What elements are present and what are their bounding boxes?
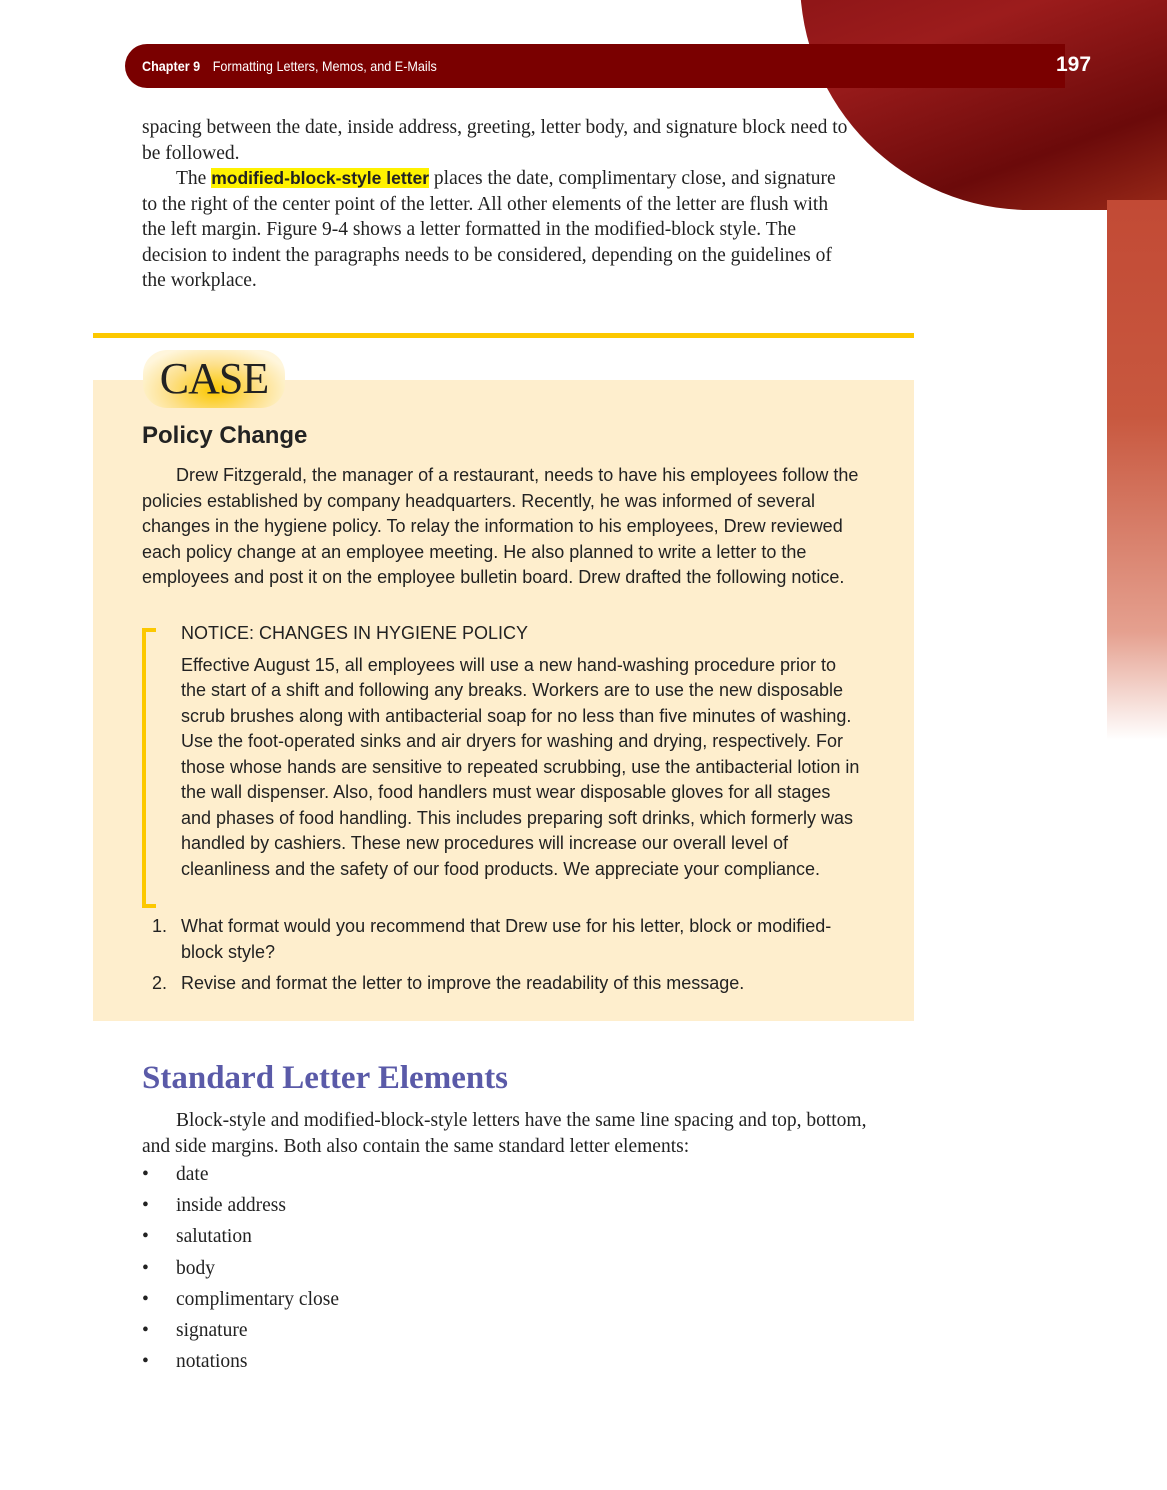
bullet: • bbox=[142, 1288, 149, 1310]
list-item-text: complimentary close bbox=[176, 1288, 339, 1310]
case-text bbox=[142, 463, 862, 591]
case-questions bbox=[152, 914, 852, 1003]
list-item bbox=[142, 1351, 339, 1382]
page-number: 197 bbox=[1056, 53, 1092, 76]
list-item bbox=[142, 1258, 339, 1289]
list-item-text: notations bbox=[176, 1351, 248, 1373]
bullet: • bbox=[142, 1226, 149, 1248]
notice-body: Effective August 15, all employees will use a new hand-washing procedure prior to the start of a shift and following any breaks. Workers are to use the new disposable scrub brushes along with antibacterial soap for no less than five minutes of washing. Use the foot-operated sinks and air dryers for washing and drying, respectively. For those whose hands are sensitive to repeated scrubbing, use the antibacterial lotion in the wall dispenser. Also, food handlers must wear disposable gloves for all stages and phases of food handling. This includes preparing soft drinks, which formerly was handled by cashiers. These new procedures will increase our overall level of cleanliness and the safety of our food products. We appreciate your compliance. bbox=[181, 654, 860, 879]
header-photo-decoration bbox=[800, 0, 1167, 210]
letter-elements-list bbox=[142, 1164, 339, 1382]
case-title: Policy Change bbox=[142, 422, 308, 449]
section-text bbox=[142, 1108, 872, 1159]
case-top-rule bbox=[93, 333, 914, 338]
notice bbox=[181, 621, 861, 888]
chapter-label: Chapter 9 bbox=[142, 58, 201, 74]
question-item bbox=[152, 971, 852, 997]
bullet: • bbox=[142, 1195, 149, 1217]
list-item-text: date bbox=[176, 1164, 209, 1185]
running-head bbox=[142, 58, 437, 74]
chapter-title: Formatting Letters, Memos, and E-Mails bbox=[212, 58, 437, 74]
intro-text bbox=[142, 115, 854, 294]
bullet: • bbox=[142, 1164, 149, 1185]
list-item-text: inside address bbox=[176, 1195, 286, 1217]
case-badge: CASE bbox=[143, 350, 285, 408]
list-item bbox=[142, 1320, 339, 1351]
notice-bracket bbox=[142, 628, 156, 908]
section-paragraph: Block-style and modified-block-style letters have the same line spacing and top, bottom, and side margins. Both also contain the same standard letter elements: bbox=[142, 1110, 867, 1157]
intro-paragraph-2 bbox=[142, 166, 854, 294]
text: The bbox=[176, 168, 212, 189]
bullet: • bbox=[142, 1351, 149, 1373]
bullet: • bbox=[142, 1319, 149, 1341]
notice-title: NOTICE: CHANGES IN HYGIENE POLICY bbox=[181, 623, 529, 643]
question-number: 2. bbox=[152, 973, 168, 993]
case-paragraph: Drew Fitzgerald, the manager of a restaurant, needs to have his employees follow the policies established by company headquarters. Recently, he was informed of several changes in the hygiene policy. To relay the information to his employees, Drew reviewed each policy change at an employee meeting. He also planned to write a letter to the employees and post it on the employee bulletin board. Drew drafted the following notice. bbox=[142, 465, 859, 587]
list-item bbox=[142, 1164, 339, 1195]
side-color-strip bbox=[1107, 200, 1167, 740]
list-item-text: signature bbox=[176, 1319, 248, 1341]
question-text: Revise and format the letter to improve the readability of this message. bbox=[181, 973, 745, 993]
intro-paragraph-1: spacing between the date, inside address, greeting, letter body, and signature block need to be followed. bbox=[142, 117, 848, 164]
section-heading: Standard Letter Elements bbox=[142, 1060, 509, 1096]
list-item bbox=[142, 1195, 339, 1226]
list-item bbox=[142, 1289, 339, 1320]
key-term-highlight: modified-block-style letter bbox=[211, 168, 430, 188]
bullet: • bbox=[142, 1257, 149, 1279]
list-item-text: body bbox=[176, 1257, 215, 1279]
question-text: What format would you recommend that Drew use for his letter, block or modified-block style? bbox=[181, 916, 832, 962]
text: places the date, complimentary close, and signature to the right of the center point of the letter. All other elements of the letter are flush with the left margin. Figure 9-4 shows a letter formatted in the modified-block style. The decision to indent the paragraphs needs to be considered, depending on the guidelines of the workplace. bbox=[142, 168, 836, 291]
list-item bbox=[142, 1226, 339, 1257]
list-item-text: salutation bbox=[176, 1226, 252, 1248]
question-number: 1. bbox=[152, 916, 168, 936]
question-item bbox=[152, 914, 852, 965]
